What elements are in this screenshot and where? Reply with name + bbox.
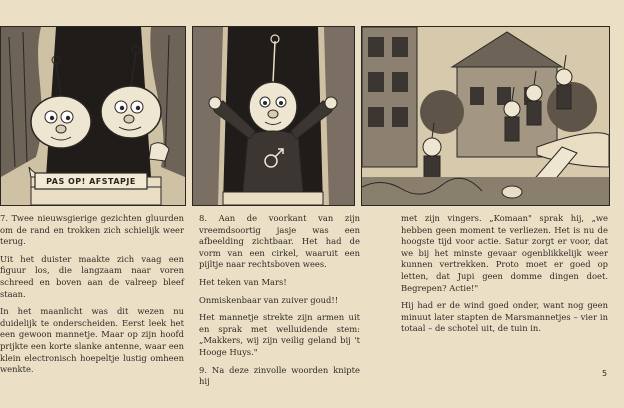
column-3-paragraph: met zijn vingers. „Komaan" sprak hij, „we hebben geen moment te verliezen. Het is nu de hoogste tijd voor actie. Satur zorgt er voor, dat we bij het minste gevaar ogenblikkelijk weer kunnen vertrekken. Proto moet er goed op letten, dat Jupi geen domme dingen doet. Begrepen? Actie!" [401, 213, 608, 293]
text-column-3 [401, 213, 608, 341]
panel-1-sign-text: PAS OP! AFSTAPJE [46, 177, 136, 186]
column-2-paragraph: 8. Aan de voorkant van zijn vreemdsoortig jasje was een afbeelding zichtbaar. Het had de vorm van een cirkel, waaruit een pijltje naar rechtsboven wees. [199, 213, 360, 270]
column-2-paragraph: Het mannetje strekte zijn armen uit en sprak met welluidende stem: „Makkers, wij zijn veilig geland bij 't Hooge Huys." [199, 312, 360, 357]
panel-3-illustration [362, 27, 609, 205]
page-number: 5 [602, 369, 608, 378]
text-column-1 [0, 213, 184, 382]
column-2-paragraph: Het teken van Mars! [199, 276, 287, 287]
panel-2-illustration [193, 27, 354, 205]
column-1-paragraph: 7. Twee nieuwsgierige gezichten gluurden om de rand en trokken zich schielijk weer terug. [0, 213, 184, 247]
column-1-paragraph: Uit het duister maakte zich vaag een figuur los, die langzaam naar voren schreed en boven aan de valreep bleef staan. [0, 253, 184, 299]
text-column-2 [199, 213, 360, 394]
column-1-paragraph: In het maanlicht was dit wezen nu duidelijk te onderscheiden. Eerst leek het een gewoon mannetje. Maar op zijn hoofd prijkte een korte slanke antenne, waar een klein electronisch hoepeltje lustig omheen wenkte. [0, 306, 184, 375]
comic-panel-3 [361, 26, 610, 206]
column-3-paragraph: Hij had er de wind goed onder, want nog geen minuut later stapten de Marsmannetjes – vier in totaal – de schotel uit, de tuin in. [401, 300, 608, 334]
column-2-paragraph: Onmiskenbaar van zuiver goud!! [199, 294, 339, 305]
comic-panel-1 [0, 26, 186, 206]
comic-panel-2 [192, 26, 355, 206]
column-2-paragraph: 9. Na deze zinvolle woorden knipte hij [199, 364, 360, 387]
